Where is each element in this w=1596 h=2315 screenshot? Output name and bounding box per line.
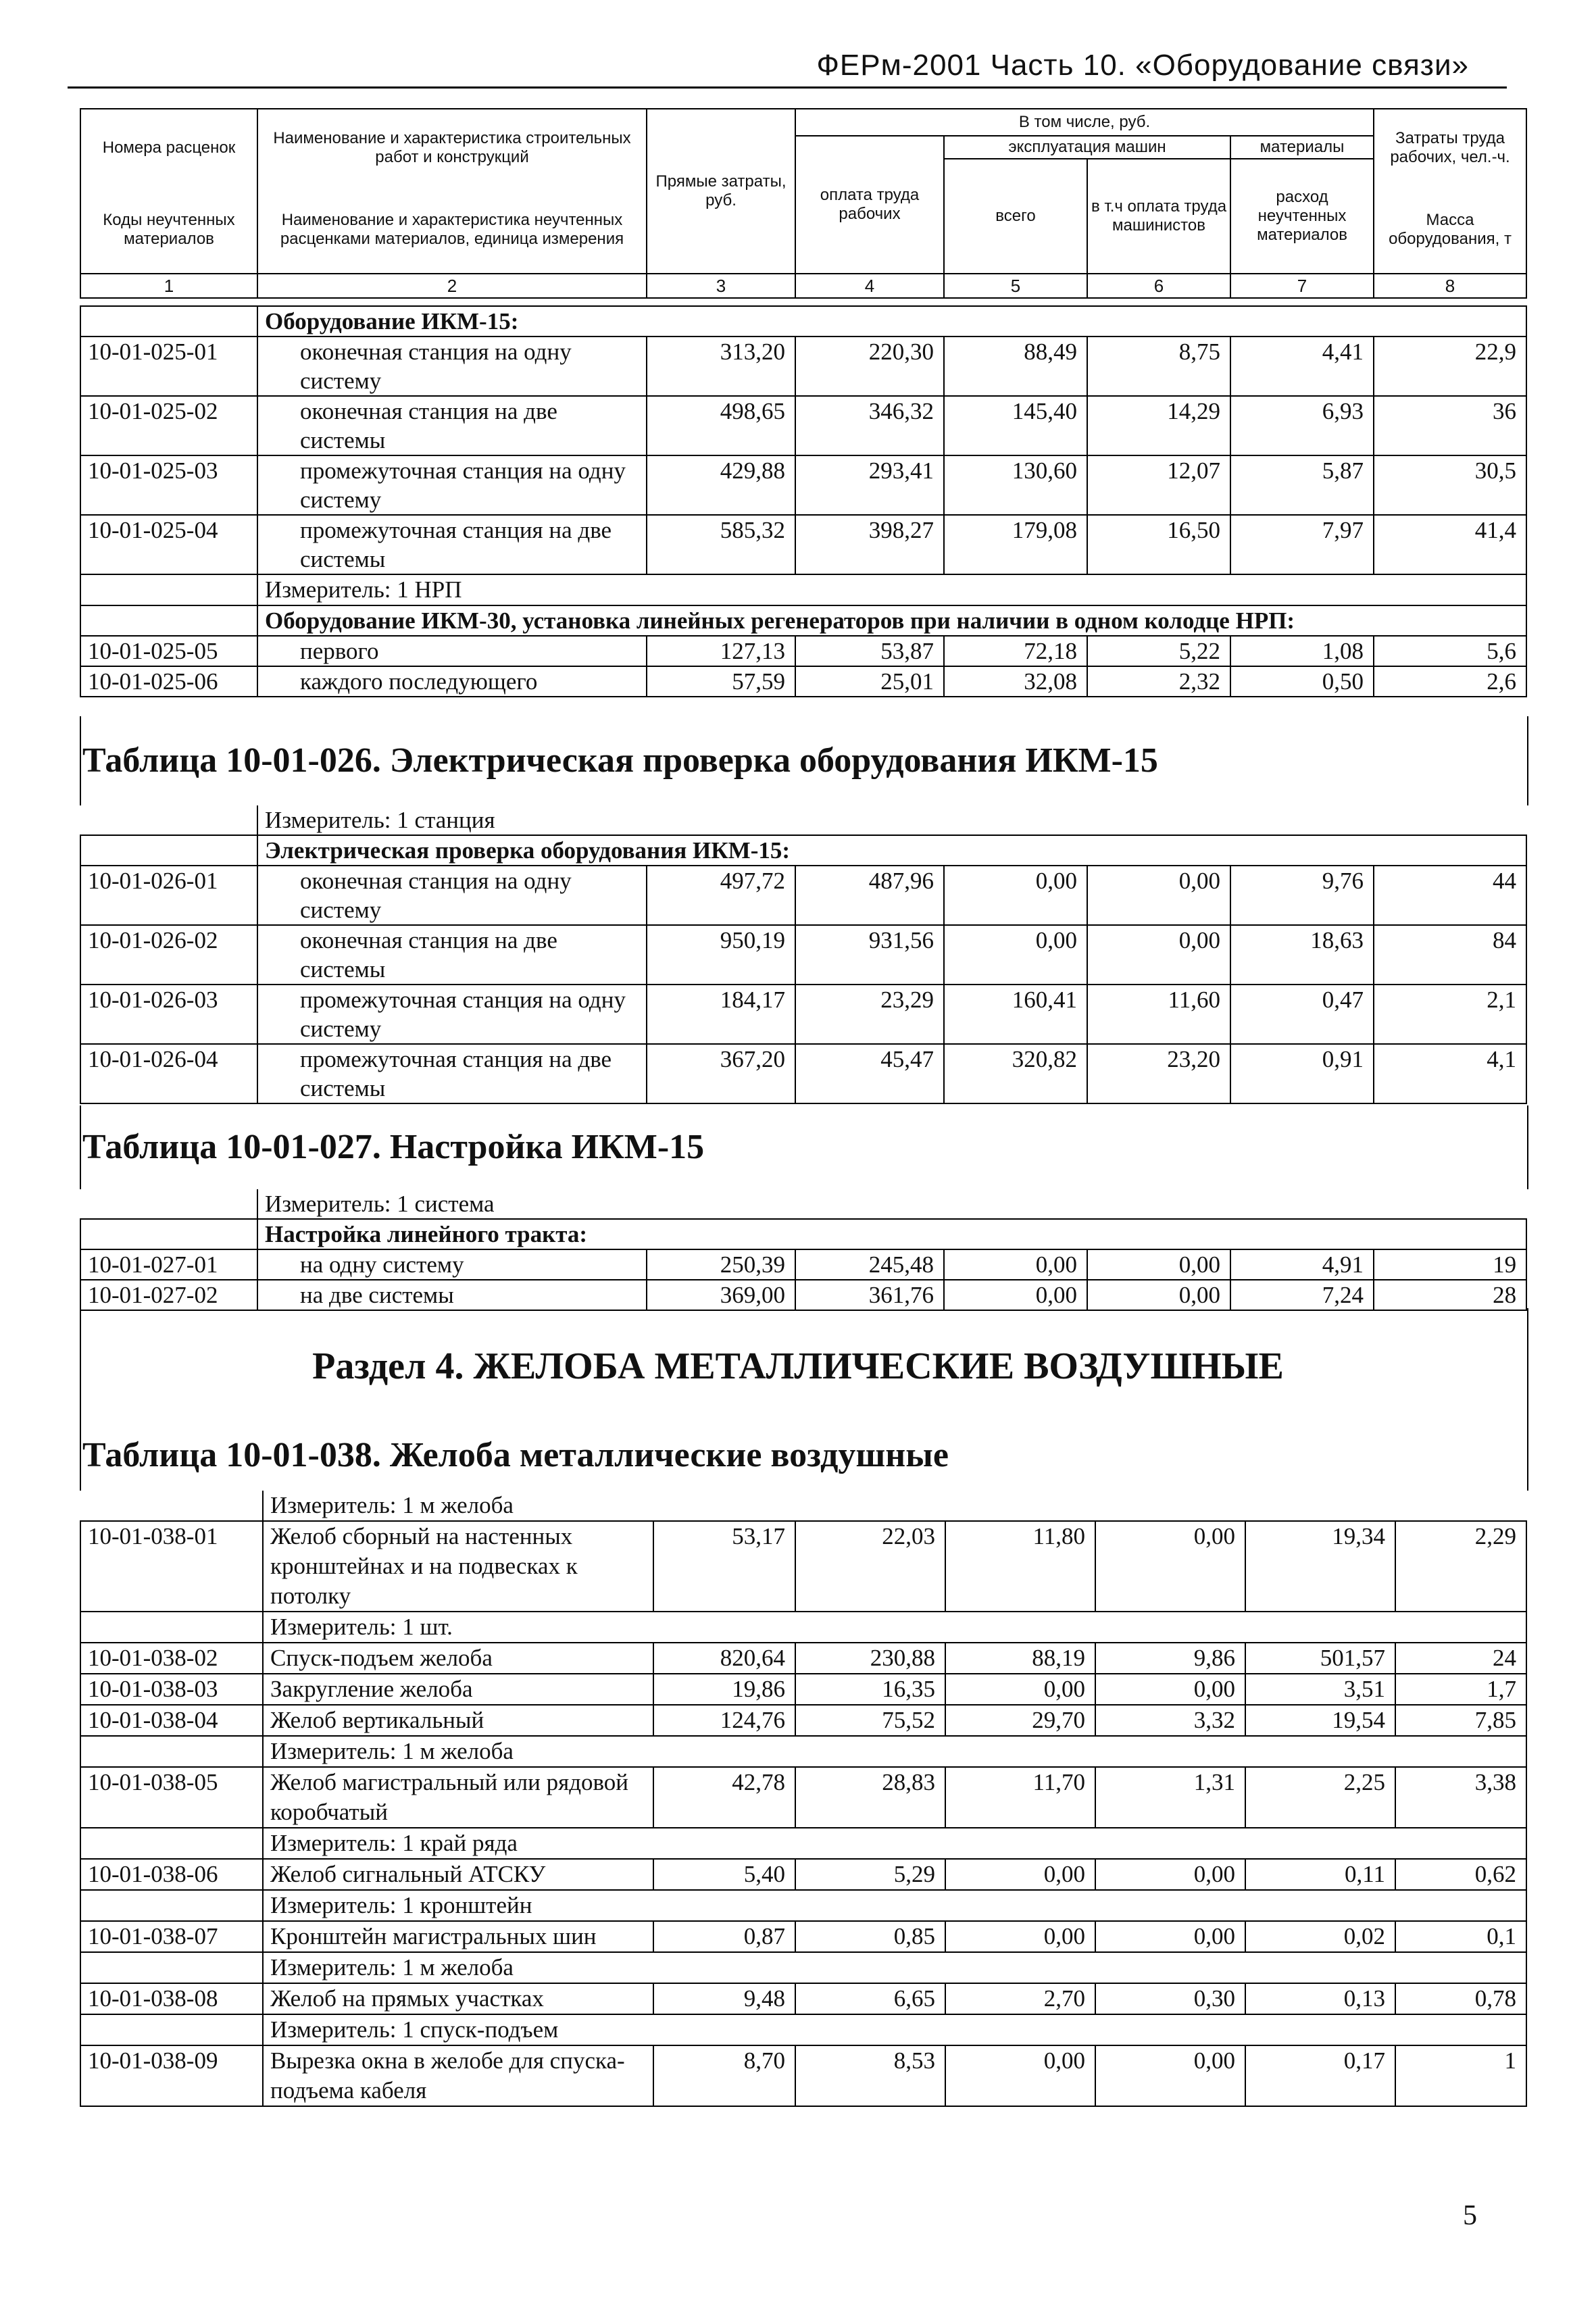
row-name: каждого последующего (257, 666, 647, 697)
value-cell: 14,29 (1087, 396, 1230, 455)
header-col1-bottom: Коды неучтенных материалов (80, 186, 257, 274)
value-cell: 2,6 (1374, 666, 1526, 697)
value-cell: 0,62 (1395, 1859, 1526, 1890)
value-cell: 361,76 (795, 1280, 944, 1310)
value-cell: 16,35 (795, 1674, 945, 1705)
value-cell: 0,00 (944, 1280, 1087, 1310)
value-cell: 160,41 (944, 985, 1087, 1044)
value-cell: 0,00 (945, 1921, 1095, 1952)
value-cell: 84 (1374, 925, 1526, 985)
value-cell: 8,53 (795, 2045, 945, 2106)
header-col8-top: Затраты труда рабочих, чел.-ч. (1374, 109, 1526, 186)
value-cell: 75,52 (795, 1705, 945, 1736)
value-cell: 0,85 (795, 1921, 945, 1952)
header-rule (68, 86, 1507, 89)
value-cell: 11,70 (945, 1767, 1095, 1828)
value-cell: 2,70 (945, 1983, 1095, 2014)
value-cell: 429,88 (647, 455, 795, 515)
value-cell: 346,32 (795, 396, 944, 455)
meter-label: Измеритель: 1 НРП (257, 574, 1526, 605)
value-cell: 25,01 (795, 666, 944, 697)
table-038 (80, 1491, 1527, 2107)
row-name: промежуточная станция на две системы (257, 515, 647, 574)
row-code: 10-01-025-04 (80, 515, 257, 574)
value-cell: 9,86 (1095, 1643, 1245, 1674)
value-cell: 0,91 (1230, 1044, 1374, 1103)
row-name: первого (257, 636, 647, 666)
row-name: промежуточная станция на две системы (257, 1044, 647, 1103)
row-code: 10-01-025-02 (80, 396, 257, 455)
row-name: оконечная станция на одну системy (257, 337, 647, 396)
value-cell: 0,50 (1230, 666, 1374, 697)
table-caption-038: Таблица 10-01-038. Желоба металлические воздушные (82, 1436, 949, 1474)
section-label: Электрическая проверка оборудования ИКМ-15: (257, 835, 1526, 866)
value-cell: 130,60 (944, 455, 1087, 515)
value-cell: 0,00 (944, 925, 1087, 985)
value-cell: 2,32 (1087, 666, 1230, 697)
value-cell: 5,40 (653, 1859, 795, 1890)
table-caption-026: Таблица 10-01-026. Электрическая проверка оборудования ИКМ-15 (82, 741, 1158, 780)
value-cell: 19,54 (1245, 1705, 1395, 1736)
value-cell: 53,17 (653, 1521, 795, 1612)
header-col4: оплата труда рабочих (795, 136, 944, 274)
row-code: 10-01-025-03 (80, 455, 257, 515)
row-name: Вырезка окна в желобе для спуска-подъема кабеля (263, 2045, 653, 2106)
value-cell: 497,72 (647, 866, 795, 925)
value-cell: 313,20 (647, 337, 795, 396)
row-code: 10-01-038-06 (80, 1859, 263, 1890)
row-code: 10-01-025-05 (80, 636, 257, 666)
header-col6: в т.ч оплата труда машинистов (1087, 159, 1230, 274)
row-name: на две системы (257, 1280, 647, 1310)
value-cell: 8,75 (1087, 337, 1230, 396)
value-cell: 9,48 (653, 1983, 795, 2014)
row-code: 10-01-025-06 (80, 666, 257, 697)
value-cell: 293,41 (795, 455, 944, 515)
value-cell: 0,00 (1095, 1921, 1245, 1952)
page-number: 5 (1463, 2200, 1477, 2231)
value-cell: 7,24 (1230, 1280, 1374, 1310)
value-cell: 2,1 (1374, 985, 1526, 1044)
value-cell: 0,00 (1087, 866, 1230, 925)
value-cell: 7,97 (1230, 515, 1374, 574)
row-name: промежуточная станция на одну систему (257, 985, 647, 1044)
value-cell: 9,76 (1230, 866, 1374, 925)
row-code: 10-01-038-04 (80, 1705, 263, 1736)
row-code: 10-01-026-04 (80, 1044, 257, 1103)
value-cell: 398,27 (795, 515, 944, 574)
value-cell: 1,7 (1395, 1674, 1526, 1705)
meter-label: Измеритель: 1 м желоба (263, 1491, 1526, 1521)
value-cell: 72,18 (944, 636, 1087, 666)
value-cell: 950,19 (647, 925, 795, 985)
header-machines: эксплуатация машин (944, 136, 1230, 159)
value-cell: 32,08 (944, 666, 1087, 697)
section-4-title: Раздел 4. ЖЕЛОБА МЕТАЛЛИЧЕСКИЕ ВОЗДУШНЫЕ (312, 1345, 1284, 1387)
value-cell: 2,25 (1245, 1767, 1395, 1828)
value-cell: 5,6 (1374, 636, 1526, 666)
row-code: 10-01-038-08 (80, 1983, 263, 2014)
value-cell: 1,31 (1095, 1767, 1245, 1828)
value-cell: 16,50 (1087, 515, 1230, 574)
header-col2-top: Наименование и характеристика строительных работ и конструкций (257, 109, 647, 186)
row-name: Желоб сигнальный АТСКУ (263, 1859, 653, 1890)
meter-label: Измеритель: 1 м желоба (263, 1736, 1526, 1767)
value-cell: 0,00 (1087, 1249, 1230, 1280)
section-label: Оборудование ИКМ-15: (257, 306, 1526, 337)
column-number: 5 (944, 274, 1087, 298)
meter-label: Измеритель: 1 шт. (263, 1612, 1526, 1643)
value-cell: 250,39 (647, 1249, 795, 1280)
value-cell: 28,83 (795, 1767, 945, 1828)
value-cell: 41,4 (1374, 515, 1526, 574)
row-code: 10-01-026-02 (80, 925, 257, 985)
meter-label: Измеритель: 1 система (257, 1189, 1526, 1219)
value-cell: 245,48 (795, 1249, 944, 1280)
meter-label: Измеритель: 1 станция (257, 805, 1526, 835)
value-cell: 501,57 (1245, 1643, 1395, 1674)
value-cell: 179,08 (944, 515, 1087, 574)
row-code: 10-01-038-02 (80, 1643, 263, 1674)
value-cell: 22,03 (795, 1521, 945, 1612)
value-cell: 0,00 (944, 866, 1087, 925)
value-cell: 18,63 (1230, 925, 1374, 985)
row-name: Кронштейн магистральных шин (263, 1921, 653, 1952)
meter-label: Измеритель: 1 спуск-подъем (263, 2014, 1526, 2045)
value-cell: 3,51 (1245, 1674, 1395, 1705)
value-cell: 53,87 (795, 636, 944, 666)
row-code: 10-01-038-07 (80, 1921, 263, 1952)
header-col7: расход неучтенных материалов (1230, 159, 1374, 274)
value-cell: 36 (1374, 396, 1526, 455)
value-cell: 6,93 (1230, 396, 1374, 455)
value-cell: 11,80 (945, 1521, 1095, 1612)
value-cell: 184,17 (647, 985, 795, 1044)
value-cell: 23,20 (1087, 1044, 1230, 1103)
value-cell: 19 (1374, 1249, 1526, 1280)
value-cell: 0,78 (1395, 1983, 1526, 2014)
row-name: Закругление желоба (263, 1674, 653, 1705)
value-cell: 498,65 (647, 396, 795, 455)
header-col1-top: Номера расценок (80, 109, 257, 186)
value-cell: 0,00 (1095, 1521, 1245, 1612)
value-cell: 1,08 (1230, 636, 1374, 666)
value-cell: 0,47 (1230, 985, 1374, 1044)
value-cell: 30,5 (1374, 455, 1526, 515)
row-name: оконечная станция на одну систему (257, 866, 647, 925)
value-cell: 0,11 (1245, 1859, 1395, 1890)
header-col2-bottom: Наименование и характеристика неучтенных расценками материалов, единица измерения (257, 186, 647, 274)
value-cell: 369,00 (647, 1280, 795, 1310)
value-cell: 820,64 (653, 1643, 795, 1674)
value-cell: 0,00 (944, 1249, 1087, 1280)
value-cell: 12,07 (1087, 455, 1230, 515)
column-number: 4 (795, 274, 944, 298)
row-code: 10-01-038-09 (80, 2045, 263, 2106)
value-cell: 6,65 (795, 1983, 945, 2014)
value-cell: 4,41 (1230, 337, 1374, 396)
value-cell: 57,59 (647, 666, 795, 697)
value-cell: 320,82 (944, 1044, 1087, 1103)
meter-label: Измеритель: 1 м желоба (263, 1952, 1526, 1983)
row-name: оконечная станция на две системы (257, 925, 647, 985)
column-number: 8 (1374, 274, 1526, 298)
column-number: 2 (257, 274, 647, 298)
value-cell: 11,60 (1087, 985, 1230, 1044)
value-cell: 0,00 (1087, 925, 1230, 985)
value-cell: 8,70 (653, 2045, 795, 2106)
value-cell: 0,00 (945, 1859, 1095, 1890)
column-number: 6 (1087, 274, 1230, 298)
value-cell: 0,00 (945, 1674, 1095, 1705)
value-cell: 29,70 (945, 1705, 1095, 1736)
value-cell: 24 (1395, 1643, 1526, 1674)
row-code: 10-01-038-05 (80, 1767, 263, 1828)
value-cell: 4,91 (1230, 1249, 1374, 1280)
row-code: 10-01-026-03 (80, 985, 257, 1044)
row-name: промежуточная станция на одну систему (257, 455, 647, 515)
value-cell: 487,96 (795, 866, 944, 925)
value-cell: 28 (1374, 1280, 1526, 1310)
value-cell: 220,30 (795, 337, 944, 396)
column-number: 7 (1230, 274, 1374, 298)
value-cell: 2,29 (1395, 1521, 1526, 1612)
value-cell: 127,13 (647, 636, 795, 666)
table-027 (80, 1189, 1527, 1311)
value-cell: 22,9 (1374, 337, 1526, 396)
value-cell: 42,78 (653, 1767, 795, 1828)
value-cell: 124,76 (653, 1705, 795, 1736)
value-cell: 230,88 (795, 1643, 945, 1674)
section-label: Настройка линейного тракта: (257, 1219, 1526, 1249)
value-cell: 5,22 (1087, 636, 1230, 666)
value-cell: 145,40 (944, 396, 1087, 455)
value-cell: 23,29 (795, 985, 944, 1044)
column-header-table (80, 108, 1527, 299)
header-col3: Прямые затраты, руб. (647, 109, 795, 274)
value-cell: 44 (1374, 866, 1526, 925)
row-code: 10-01-038-03 (80, 1674, 263, 1705)
value-cell: 0,30 (1095, 1983, 1245, 2014)
row-name: Желоб магистральный или рядовой коробчатый (263, 1767, 653, 1828)
value-cell: 0,13 (1245, 1983, 1395, 2014)
column-number: 1 (80, 274, 257, 298)
value-cell: 7,85 (1395, 1705, 1526, 1736)
running-header: ФЕРм-2001 Часть 10. «Оборудование связи» (816, 49, 1469, 82)
value-cell: 1 (1395, 2045, 1526, 2106)
header-col5: всего (944, 159, 1087, 274)
value-cell: 0,00 (945, 2045, 1095, 2106)
value-cell: 0,00 (1095, 1674, 1245, 1705)
value-cell: 367,20 (647, 1044, 795, 1103)
row-code: 10-01-027-02 (80, 1280, 257, 1310)
table-025 (80, 305, 1527, 697)
row-name: Желоб сборный на настенных кронштейнах и на подвесках к потолку (263, 1521, 653, 1612)
header-group: В том числе, руб. (795, 109, 1374, 136)
row-code: 10-01-027-01 (80, 1249, 257, 1280)
table-026 (80, 805, 1527, 1104)
value-cell: 0,02 (1245, 1921, 1395, 1952)
row-code: 10-01-038-01 (80, 1521, 263, 1612)
value-cell: 0,1 (1395, 1921, 1526, 1952)
value-cell: 0,00 (1087, 1280, 1230, 1310)
row-name: оконечная станция на две системы (257, 396, 647, 455)
column-number: 3 (647, 274, 795, 298)
value-cell: 88,19 (945, 1643, 1095, 1674)
value-cell: 19,86 (653, 1674, 795, 1705)
table-caption-027: Таблица 10-01-027. Настройка ИКМ-15 (82, 1128, 705, 1166)
value-cell: 5,29 (795, 1859, 945, 1890)
value-cell: 3,32 (1095, 1705, 1245, 1736)
value-cell: 0,17 (1245, 2045, 1395, 2106)
value-cell: 0,00 (1095, 2045, 1245, 2106)
row-name: Желоб вертикальный (263, 1705, 653, 1736)
value-cell: 0,00 (1095, 1859, 1245, 1890)
row-code: 10-01-026-01 (80, 866, 257, 925)
value-cell: 4,1 (1374, 1044, 1526, 1103)
row-name: Спуск-подъем желоба (263, 1643, 653, 1674)
value-cell: 0,87 (653, 1921, 795, 1952)
value-cell: 88,49 (944, 337, 1087, 396)
value-cell: 45,47 (795, 1044, 944, 1103)
value-cell: 931,56 (795, 925, 944, 985)
value-cell: 19,34 (1245, 1521, 1395, 1612)
section-label: Оборудование ИКМ-30, установка линейных регенераторов при наличии в одном колодце НРП: (257, 605, 1526, 636)
header-col8-bottom: Масса оборудования, т (1374, 186, 1526, 274)
row-name: Желоб на прямых участках (263, 1983, 653, 2014)
meter-label: Измеритель: 1 кронштейн (263, 1890, 1526, 1921)
row-code: 10-01-025-01 (80, 337, 257, 396)
header-materials: материалы (1230, 136, 1374, 159)
value-cell: 5,87 (1230, 455, 1374, 515)
value-cell: 3,38 (1395, 1767, 1526, 1828)
meter-label: Измеритель: 1 край ряда (263, 1828, 1526, 1859)
row-name: на одну систему (257, 1249, 647, 1280)
value-cell: 585,32 (647, 515, 795, 574)
